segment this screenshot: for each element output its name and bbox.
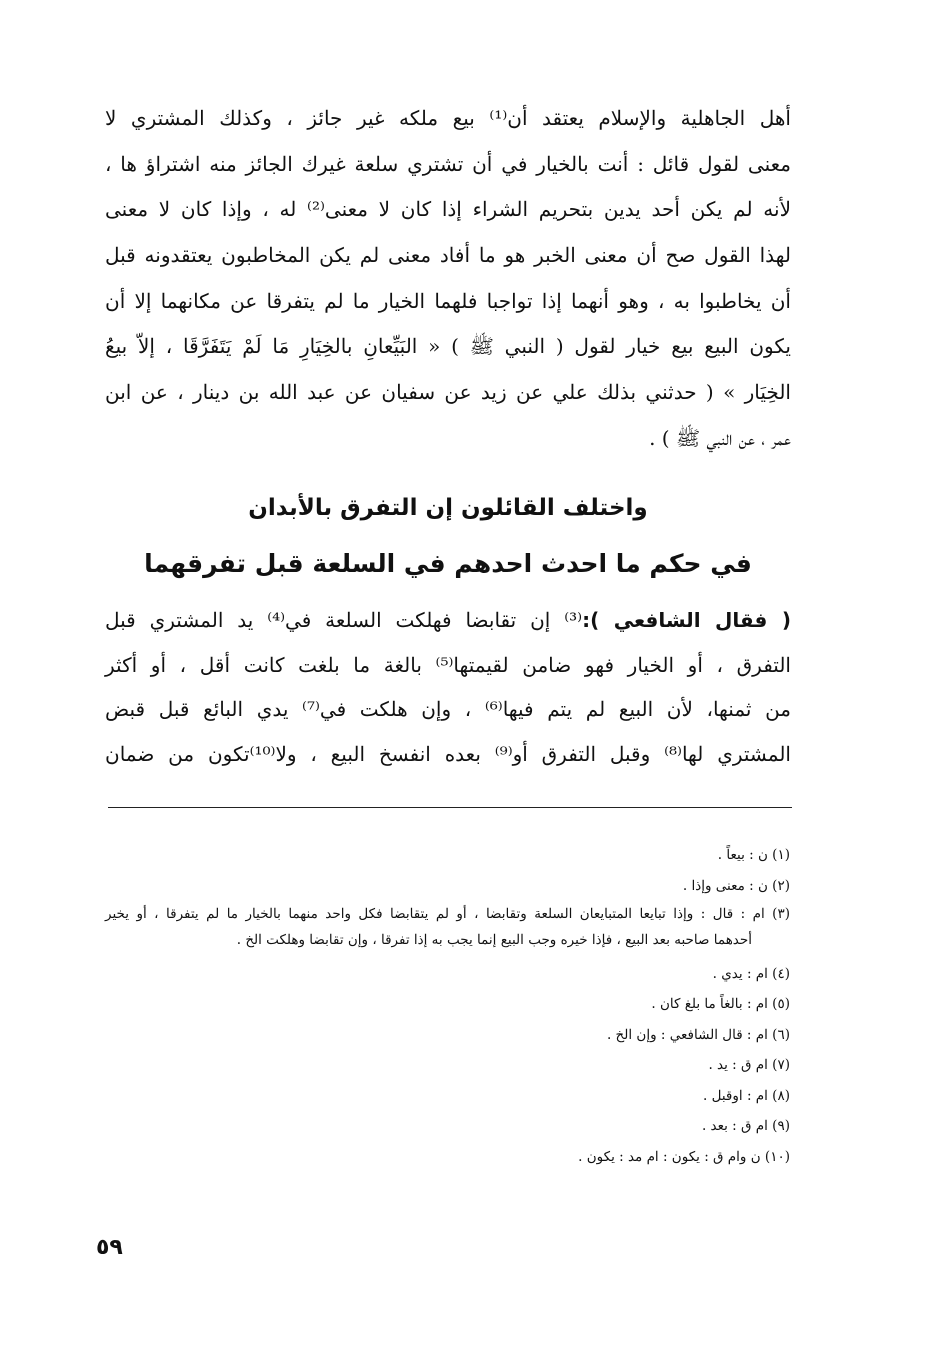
text-line: عمر ، عن النبي ﷺ ) . (649, 425, 791, 450)
footnote-item: (١٠) ن وام ق : يكون : ام مد : يكون . (578, 1148, 790, 1165)
footnote-item: (٥) ام : بالغاً ما بلغ كان . (651, 996, 790, 1012)
section-heading-line-2: في حكم ما احدث احدهم في السلعة قبل تفرقهما (144, 549, 752, 578)
text-line: لأنه لم يكن أحد يدين بتحريم الشراء إذا كان لا معنى⁽²⁾ له ، وإذا كان لا معنى (105, 197, 791, 222)
section-heading-line-1: واختلف القائلون إن التفرق بالأبدان (248, 495, 648, 521)
text-line: يكون البيع بيع خيار لقول ( النبي ﷺ ) « البَيِّعانِ بالخِيَارِ مَا لَمْ يَتَفَرَّقَا ، إلاّ بيعُ (105, 334, 791, 359)
text-line: التفرق ، أو الخيار فهو ضامن لقيمتها⁽⁵⁾ بالغة ما بلغت كانت أقل ، أو أكثر (105, 652, 791, 677)
text-line: لهذا القول صح أن معنى الخبر هو ما أفاد معنى لم يكن المخاطبون يعتقدونه قبل (105, 243, 791, 268)
footnote-item: (٣) ام : قال : وإذا تبايعا المتبايعان السلعة وتقابضا ، أو لم يتقابضا فكل واحد منهما بالخيار ما لم يتفرقا ، أو يخير (105, 906, 790, 922)
text-line: المشتري لها⁽⁸⁾ وقبل التفرق أو⁽⁹⁾ بعده انفسخ البيع ، ولا⁽¹⁰⁾تكون من ضمان (105, 741, 791, 766)
footnote-continuation: أحدهما صاحبه بعد البيع ، فإذا خيره وجب البيع إنما يجب به إذا تفرقا ، وإن تقابضا وهلكت الخ . (236, 932, 752, 948)
section-paragraph (105, 598, 791, 776)
page-number: ٥٩ (96, 1235, 123, 1260)
footnote-item: (٤) ام : يدي . (712, 965, 790, 982)
text-line: من ثمنها، لأن البيع لم يتم فيها⁽⁶⁾ ، وإن هلكت في⁽⁷⁾ يدي البائع قبل قبض (105, 697, 792, 721)
text-line (105, 598, 791, 643)
footnote-divider (108, 807, 792, 808)
footnote-item: (٨) ام : اوقبل . (703, 1087, 790, 1104)
text-line: الخِيَار » ( حدثني بذلك علي عن زيد عن سفيان عن عبد الله بن دينار ، عن ابن (105, 380, 791, 405)
footnotes (105, 840, 790, 1172)
footnote-item: (٩) ام ق : بعد . (701, 1118, 790, 1134)
text-line: أهل الجاهلية والإسلام يعتقد أن⁽¹⁾ بيع ملكه غير جائز ، وكذلك المشتري لا (105, 106, 791, 130)
main-paragraph (105, 96, 791, 462)
footnote-item: (٢) ن : معنى وإذا . (682, 877, 790, 894)
text-run: ⁽³⁾ إن تقابضا فهلكت السلعة في⁽⁴⁾ يد المشتري قبل (105, 608, 583, 632)
speaker-label: ( فقال الشافعي ): (582, 608, 791, 632)
footnote-item: (١) ن : بيعاً . (717, 847, 790, 863)
text-line: أن يخاطبوا به ، وهو أنهما إذا تواجبا فلهما الخيار ما لم يتفرقا عن مكانهما إلا أن (105, 288, 791, 313)
footnote-item: (٦) ام : قال الشافعي : وإن الخ . (606, 1026, 790, 1043)
footnote-item: (٧) ام ق : يد . (708, 1057, 790, 1073)
text-line: معنى لقول قائل : أنت بالخيار في أن تشتري سلعة غيرك الجائز منه اشتراؤ ها ، (105, 151, 791, 176)
